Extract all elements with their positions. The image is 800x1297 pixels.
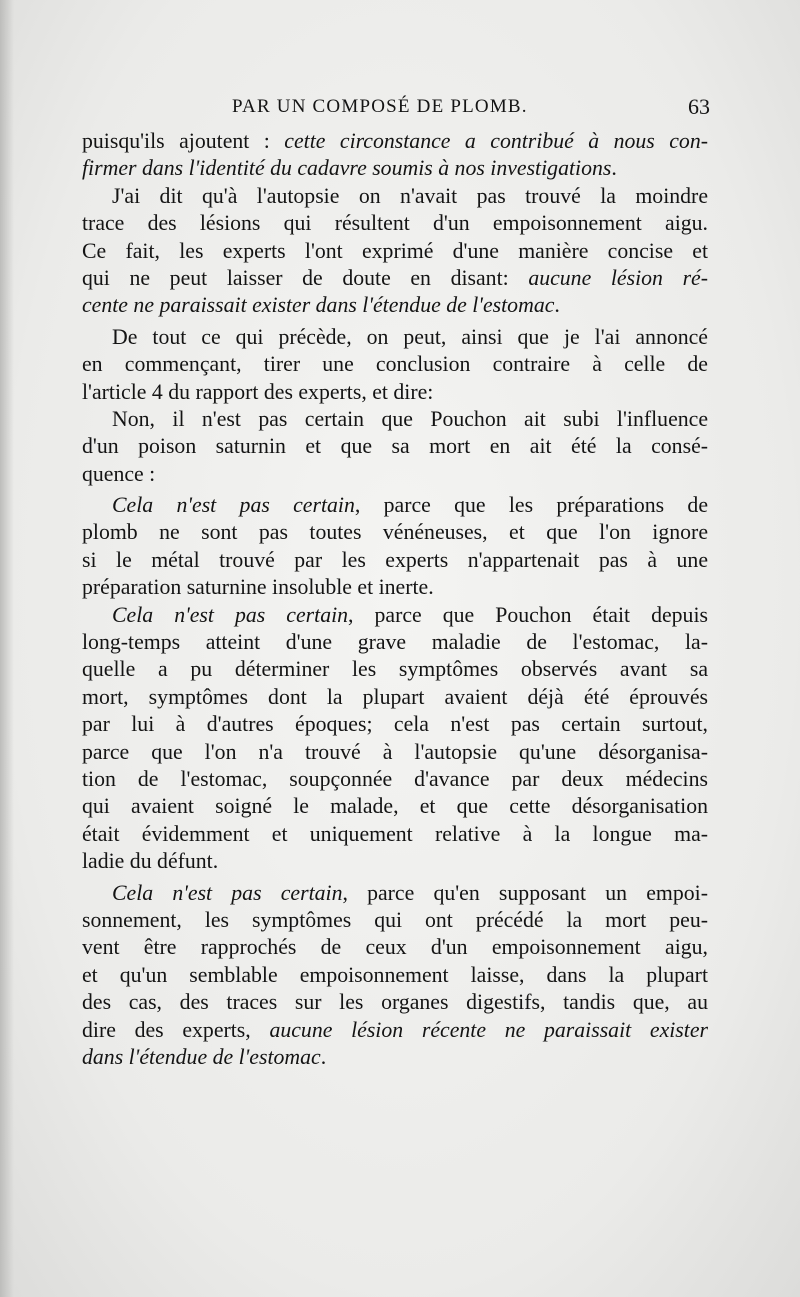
text-run: , parce que les préparations de: [354, 493, 708, 518]
italic-run: aucune lésion ré-: [528, 265, 708, 290]
text-run: si le métal trouvé par les experts n'appartenait pas à une: [82, 547, 708, 572]
text-line: [82, 848, 708, 875]
text-line: [82, 238, 708, 265]
text-line: [82, 155, 708, 182]
text-line: [82, 1017, 708, 1044]
paragraph: [82, 128, 708, 183]
text-run: en commençant, tirer une conclusion contraire à celle de: [82, 352, 708, 377]
text-line: [82, 821, 708, 848]
text-line: [82, 379, 708, 406]
text-run: Ce fait, les experts l'ont exprimé d'une manière concise et: [82, 238, 708, 263]
text-line: [82, 519, 708, 546]
italic-run: cente ne paraissait exister dans l'étendue de l'estomac: [82, 293, 555, 318]
text-run: , parce que Pouchon était depuis: [348, 602, 708, 627]
text-run: .: [554, 293, 560, 318]
text-run: quelle a pu déterminer les symptômes observés avant sa: [82, 657, 708, 682]
text-line: [82, 128, 708, 155]
paragraph: [82, 492, 708, 602]
text-run: trace des lésions qui résultent d'un empoisonnement aigu.: [82, 211, 708, 236]
body-text: [82, 128, 708, 1071]
text-line: [82, 793, 708, 820]
text-line: [82, 766, 708, 793]
italic-run: firmer dans l'identité du cadavre soumis à nos investigations: [82, 156, 612, 181]
paragraph: [82, 406, 708, 488]
text-run: parce que l'on n'a trouvé à l'autopsie qu'une désorganisa-: [82, 739, 708, 764]
text-run: sonnement, les symptômes qui ont précédé la mort peu-: [82, 907, 708, 932]
paragraph: [82, 880, 708, 1072]
text-line: [82, 739, 708, 766]
text-run: d'un poison saturnin et que sa mort en ait été la consé-: [82, 434, 708, 459]
text-line: [82, 406, 708, 433]
text-run: dire des experts,: [82, 1017, 270, 1042]
text-run: quence :: [82, 461, 156, 486]
text-run: , parce qu'en supposant un empoi-: [342, 880, 708, 905]
text-run: .: [320, 1044, 327, 1069]
text-run: des cas, des traces sur les organes digestifs, tandis que, au: [82, 990, 708, 1015]
text-line: [82, 989, 708, 1016]
text-line: [82, 907, 708, 934]
italic-run: aucune lésion récente ne paraissait exister: [269, 1017, 708, 1042]
text-line: [82, 602, 708, 629]
text-line: [82, 684, 708, 711]
text-line: [82, 547, 708, 574]
text-run: qui ne peut laisser de doute en disant:: [82, 265, 529, 290]
text-run: préparation saturnine insoluble et inerte.: [82, 575, 434, 600]
text-line: [82, 1044, 708, 1071]
text-line: [82, 574, 708, 601]
italic-run: dans l'étendue de l'estomac: [82, 1044, 321, 1069]
page-number: 63: [688, 94, 710, 119]
text-run: mort, symptômes dont la plupart avaient déjà été éprouvés: [82, 684, 708, 709]
text-run: puisqu'ils ajoutent :: [82, 129, 285, 153]
text-run: ladie du défunt.: [82, 849, 219, 874]
paragraph: [82, 324, 708, 406]
text-line: [82, 183, 708, 210]
text-run: plomb ne sont pas toutes vénéneuses, et que l'on ignore: [82, 520, 708, 545]
text-run: Non, il n'est pas certain que Pouchon ait subi l'influence: [112, 406, 708, 431]
text-run: par lui à d'autres époques; cela n'est pas certain surtout,: [82, 712, 708, 737]
text-run: .: [611, 156, 617, 181]
text-line: [82, 265, 708, 292]
italic-run: cette circonstance a contribué à nous con-: [284, 129, 708, 153]
text-run: l'article 4 du rapport des experts, et dire:: [82, 379, 434, 404]
running-title: PAR UN COMPOSÉ DE PLOMB.: [232, 96, 528, 117]
text-run: tion de l'estomac, soupçonnée d'avance par deux médecins: [82, 766, 708, 791]
paragraph: [82, 602, 708, 876]
page-shadow-edge: [0, 0, 14, 1297]
text-run: vent être rapprochés de ceux d'un empoisonnement aigu,: [82, 935, 708, 960]
italic-run: Cela n'est pas certain: [112, 880, 343, 905]
text-line: [82, 934, 708, 961]
text-line: [82, 880, 708, 907]
text-line: [82, 629, 708, 656]
text-line: [82, 711, 708, 738]
text-line: [82, 656, 708, 683]
text-run: long-temps atteint d'une grave maladie de l'estomac, la-: [82, 630, 708, 655]
text-line: [82, 433, 708, 460]
paragraph: [82, 183, 708, 320]
text-line: [82, 461, 708, 488]
page-header: [82, 96, 710, 126]
italic-run: Cela n'est pas certain: [112, 602, 349, 627]
text-run: De tout ce qui précède, on peut, ainsi que je l'ai annoncé: [112, 324, 708, 349]
italic-run: Cela n'est pas certain: [112, 493, 355, 518]
text-run: J'ai dit qu'à l'autopsie on n'avait pas trouvé la moindre: [112, 183, 708, 208]
text-line: [82, 292, 708, 319]
text-run: et qu'un semblable empoisonnement laisse, dans la plupart: [82, 962, 708, 987]
text-run: était évidemment et uniquement relative à la longue ma-: [82, 821, 708, 846]
text-run: qui avaient soigné le malade, et que cette désorganisation: [82, 794, 708, 819]
text-line: [82, 492, 708, 519]
text-line: [82, 351, 708, 378]
text-line: [82, 962, 708, 989]
text-line: [82, 324, 708, 351]
text-line: [82, 210, 708, 237]
